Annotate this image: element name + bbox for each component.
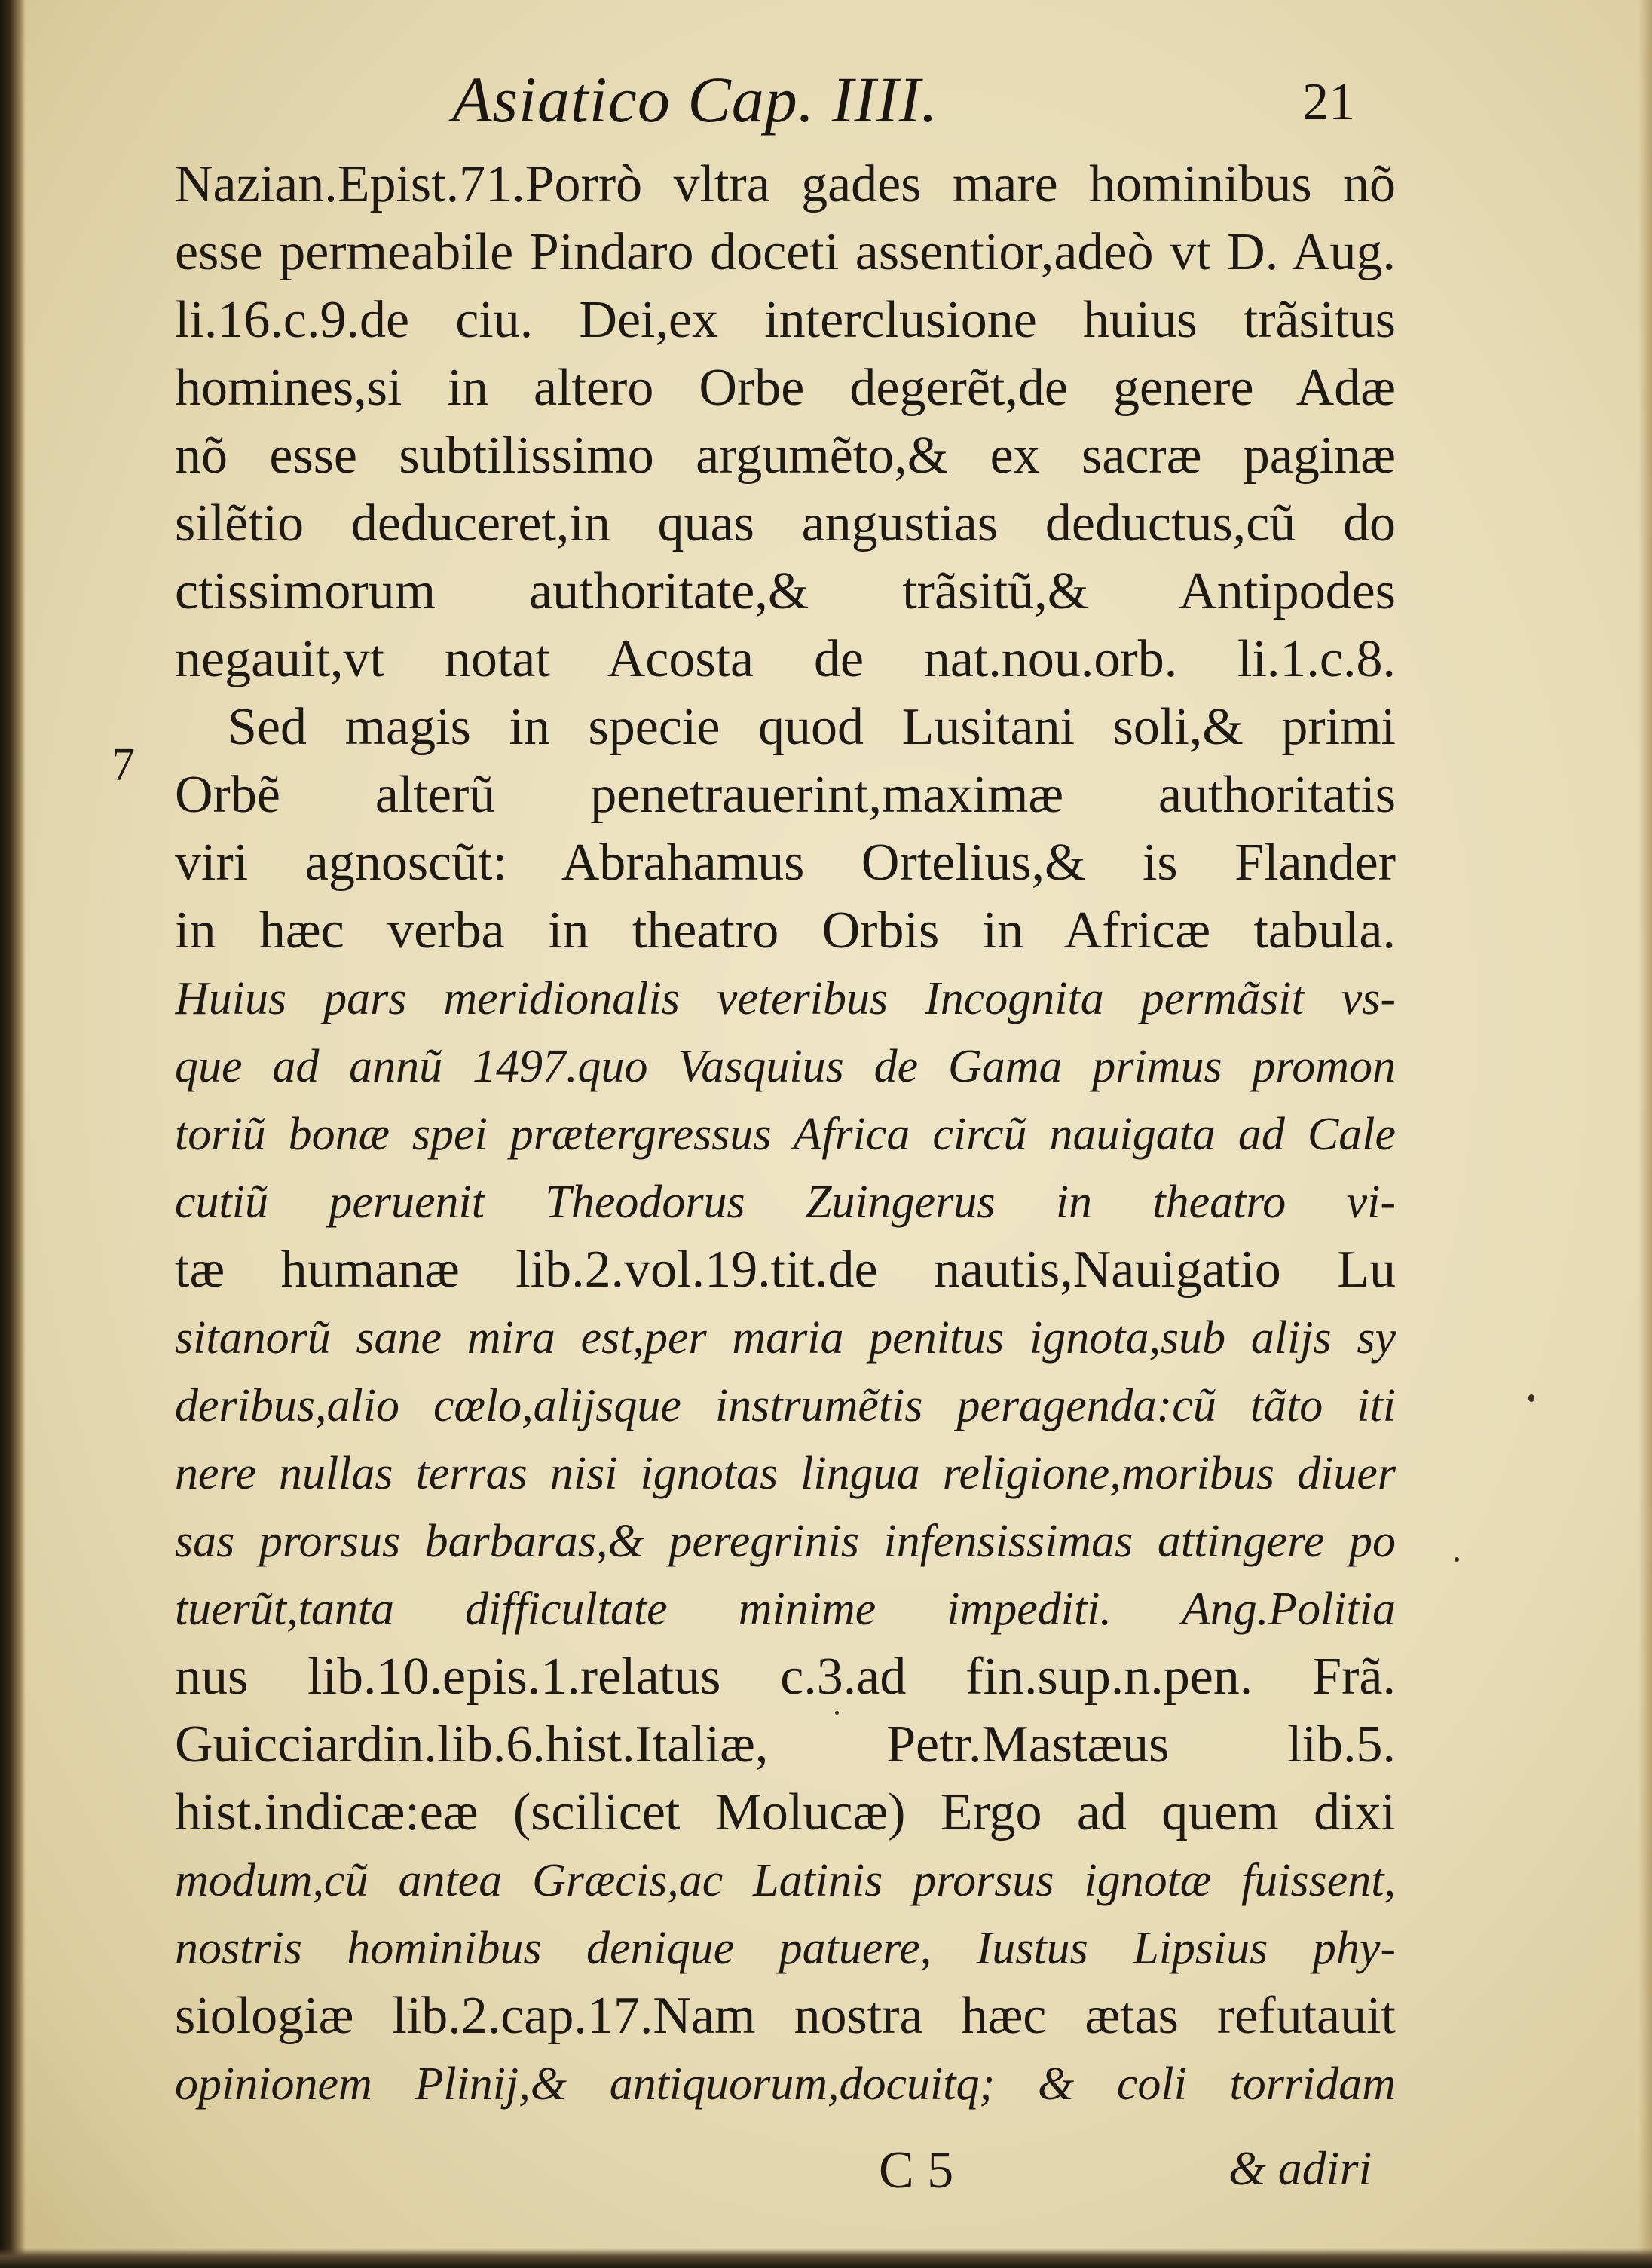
page-edge-right: [1638, 0, 1652, 2268]
text-line: li.16.c.9.de ciu. Dei,ex interclusione huius trãsitus: [175, 291, 1396, 349]
text-line: nõ esse subtilissimo argumẽto,& ex sacræ paginæ: [175, 427, 1396, 485]
text-line: viri agnoscũt: Abrahamus Ortelius,& is Flander: [175, 834, 1396, 892]
text-line: in hæc verba in theatro Orbis in Africæ tabula.: [175, 901, 1396, 960]
text-line: cutiũ peruenit Theodorus Zuingerus in theatro vi-: [175, 1177, 1396, 1228]
text-line: Orbẽ alterũ penetrauerint,maximæ authoritatis: [175, 766, 1396, 824]
text-line: tæ humanæ lib.2.vol.19.tit.de nautis,Nauigatio Lu: [175, 1241, 1396, 1299]
marginal-note-number: 7: [112, 739, 135, 791]
text-line: deribus,alio cœlo,alijsque instrumẽtis peragenda:cũ tãto iti: [175, 1380, 1396, 1431]
paper-speck: [1455, 1557, 1459, 1562]
body-text: [175, 151, 1396, 2118]
paper-speck: [1528, 1394, 1534, 1402]
text-line: hist.indicæ:eæ (scilicet Molucæ) Ergo ad quem dixi: [175, 1783, 1396, 1841]
running-head-title: Asiatico Cap. IIII.: [452, 63, 938, 136]
text-line: modum,cũ antea Græcis,ac Latinis prorsus ignotæ fuissent,: [175, 1855, 1396, 1906]
running-head: [0, 62, 1652, 145]
text-line: silẽtio deduceret,in quas angustias deductus,cũ do: [175, 494, 1396, 552]
text-line: siologiæ lib.2.cap.17.Nam nostra hæc ætas refutauit: [175, 1987, 1396, 2045]
text-line: nus lib.10.epis.1.relatus c.3.ad fin.sup.n.pen. Frã.: [175, 1648, 1396, 1706]
text-line: Huius pars meridionalis veteribus Incognita permãsit vs-: [175, 973, 1396, 1024]
paper-speck: [835, 1711, 839, 1715]
text-line: toriũ bonæ spei prætergressus Africa circũ nauigata ad Cale: [175, 1109, 1396, 1160]
text-line: esse permeabile Pindaro doceti assentior,adeò vt D. Aug.: [175, 223, 1396, 281]
page-gutter-shadow: [0, 0, 26, 2268]
text-line: nostris hominibus denique patuere, Iustus Lipsius phy-: [175, 1923, 1396, 1974]
text-line: Sed magis in specie quod Lusitani soli,& primi: [228, 698, 1396, 756]
text-line: tuerũt,tanta difficultate minime impediti. Ang.Politia: [175, 1584, 1396, 1635]
text-line: negauit,vt notat Acosta de nat.nou.orb. li.1.c.8.: [175, 630, 1396, 688]
text-line: homines,si in altero Orbe degerẽt,de genere Adæ: [175, 359, 1396, 417]
signature-mark: C 5: [879, 2141, 954, 2199]
catchword: & adiri: [1228, 2141, 1372, 2195]
text-line: sitanorũ sane mira est,per maria penitus ignota,sub alijs sy: [175, 1312, 1396, 1364]
page-edge-bottom: [0, 2248, 1652, 2268]
text-line: sas prorsus barbaras,& peregrinis infensissimas attingere po: [175, 1516, 1396, 1567]
text-line: ctissimorum authoritate,& trãsitũ,& Antipodes: [175, 562, 1396, 620]
text-line: nere nullas terras nisi ignotas lingua religione,moribus diuer: [175, 1448, 1396, 1499]
page-number: 21: [1302, 73, 1355, 131]
text-line: Nazian.Epist.71.Porrò vltra gades mare hominibus nõ: [175, 155, 1396, 213]
text-line: opinionem Plinij,& antiquorum,docuitq; & coli torridam: [175, 2058, 1396, 2110]
text-line: que ad annũ 1497.quo Vasquius de Gama primus promon: [175, 1041, 1396, 1092]
text-line: Guicciardin.lib.6.hist.Italiæ, Petr.Mastæus lib.5.: [175, 1716, 1396, 1774]
